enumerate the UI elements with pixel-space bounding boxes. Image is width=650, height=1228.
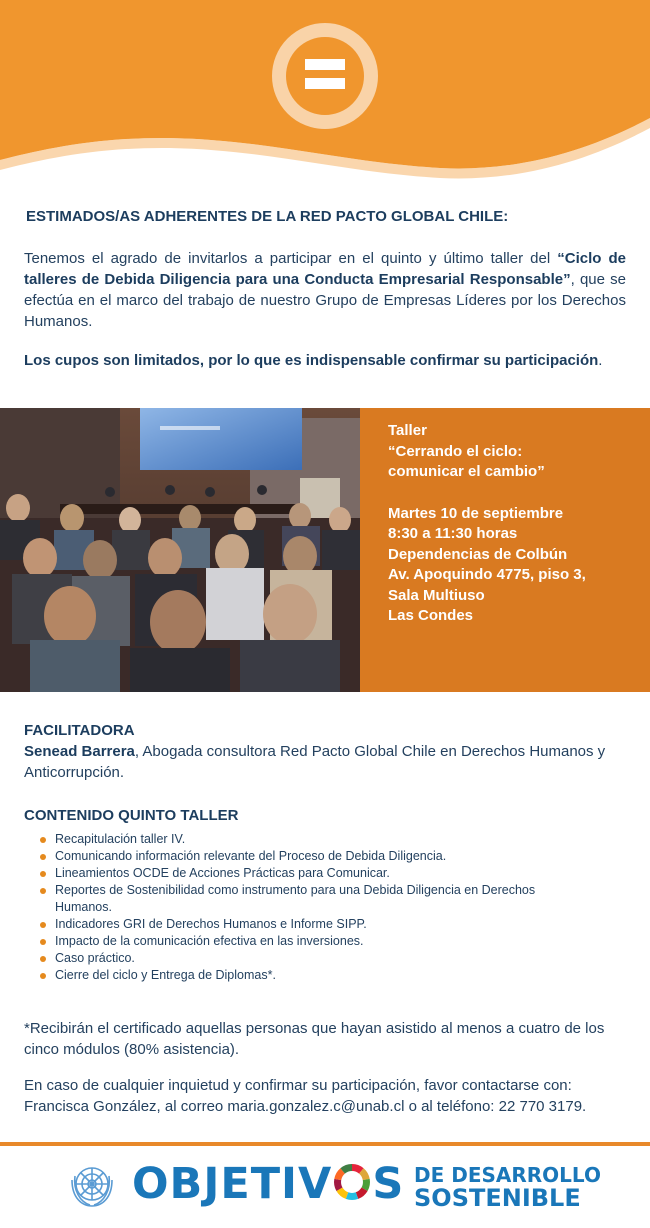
list-item — [40, 865, 626, 882]
bullet-icon — [40, 837, 46, 843]
contact-line2 — [24, 1096, 628, 1117]
list-item-text: Impacto de la comunicación efectiva en las inversiones. — [55, 934, 364, 948]
list-item-text: Cierre del ciclo y Entrega de Diplomas*. — [55, 968, 276, 982]
intro-text-start: Tenemos el agrado de invitarlos a participar en el quinto y último taller del — [24, 250, 558, 267]
footer-sdg-banner — [0, 1150, 650, 1228]
list-item — [40, 967, 626, 984]
bullet-icon — [40, 854, 46, 860]
intro-paragraph — [24, 248, 626, 332]
contact-phone: o al teléfono: 22 770 3179. — [404, 1098, 587, 1115]
facilitator-section — [24, 720, 626, 783]
contact-info — [24, 1075, 628, 1117]
conference-audience-photo — [0, 408, 360, 692]
event-label: Taller — [388, 422, 427, 439]
sdg-wordmark-prefix: OBJETIV — [132, 1159, 333, 1209]
bullet-icon — [40, 922, 46, 928]
event-time: 8:30 a 11:30 horas — [388, 525, 518, 542]
list-item — [40, 882, 540, 916]
event-venue: Dependencias de Colbún — [388, 545, 568, 563]
contact-name: Francisca González, al correo — [24, 1098, 228, 1115]
content-heading: CONTENIDO QUINTO TALLER — [24, 807, 239, 824]
facilitator-name: Senead Barrera — [24, 743, 135, 760]
event-band — [0, 408, 650, 692]
content-section — [24, 806, 626, 984]
content-list — [24, 831, 626, 984]
list-item-text: Indicadores GRI de Derechos Humanos e Informe SIPP. — [55, 917, 367, 931]
sdg-subtitle-line2: SOSTENIBLE — [414, 1184, 581, 1212]
list-item-text: Reportes de Sostenibilidad como instrumento para una Debida Diligencia en Derechos Humanos. — [55, 883, 536, 914]
bullet-icon — [40, 871, 46, 877]
limited-seats-notice — [24, 350, 626, 371]
event-room: Sala Multiuso — [388, 586, 485, 604]
bullet-icon — [40, 939, 46, 945]
greeting-heading: ESTIMADOS/AS ADHERENTES DE LA RED PACTO GLOBAL CHILE: — [26, 208, 509, 225]
contact-line1: En caso de cualquier inquietud y confirmar su participación, favor contactarse con: — [24, 1077, 572, 1094]
list-item — [40, 916, 626, 933]
list-item-text: Lineamientos OCDE de Acciones Prácticas para Comunicar. — [55, 866, 390, 880]
sdg-wordmark — [132, 1159, 404, 1209]
event-title-line2: comunicar el cambio” — [388, 463, 545, 480]
limited-seats-period: . — [598, 352, 603, 369]
bullet-icon — [40, 956, 46, 962]
list-item — [40, 933, 626, 950]
facilitator-heading: FACILITADORA — [24, 722, 135, 739]
contact-email-link[interactable]: maria.gonzalez.c@unab.cl — [227, 1098, 405, 1115]
footer-divider — [0, 1142, 650, 1146]
list-item-text: Recapitulación taller IV. — [55, 832, 186, 846]
intro-section — [24, 206, 626, 371]
sdg-wheel-icon — [332, 1162, 372, 1202]
event-district: Las Condes — [388, 607, 474, 624]
bullet-icon — [40, 888, 46, 894]
event-details — [388, 421, 586, 627]
event-title-line1: “Cerrando el ciclo: — [388, 442, 523, 460]
sdg-subtitle — [414, 1164, 601, 1210]
sdg-subtitle-line1: DE DESARROLLO — [414, 1163, 601, 1187]
intro-text-end: , que se efectúa en el marco del trabajo de nuestro Grupo de Empresas Líderes por los Derechos Humanos. — [24, 271, 626, 330]
certificate-note: *Recibirán el certificado aquellas personas que hayan asistido al menos a cuatro de los cinco módulos (80% asistencia). — [24, 1020, 605, 1058]
header-banner — [0, 0, 650, 190]
event-address: Av. Apoquindo 4775, piso 3, — [388, 566, 586, 583]
list-item — [40, 831, 626, 848]
list-item — [40, 950, 626, 967]
bullet-icon — [40, 973, 46, 979]
un-emblem-icon — [66, 1160, 118, 1217]
facilitator-text — [24, 741, 626, 783]
list-item — [40, 848, 626, 865]
limited-seats-text: Los cupos son limitados, por lo que es indispensable confirmar su participación — [24, 352, 599, 369]
facilitator-description: , Abogada consultora Red Pacto Global Chile en Derechos Humanos y Anticorrupción. — [24, 743, 606, 781]
intro-cycle-title: “Ciclo de talleres de Debida Diligencia para una Conducta Empresarial Responsable” — [24, 250, 626, 288]
sdg-wordmark-suffix: S — [372, 1159, 405, 1209]
event-date: Martes 10 de septiembre — [388, 504, 564, 522]
list-item-text: Caso práctico. — [55, 951, 135, 965]
list-item-text: Comunicando información relevante del Proceso de Debida Diligencia. — [55, 849, 447, 863]
